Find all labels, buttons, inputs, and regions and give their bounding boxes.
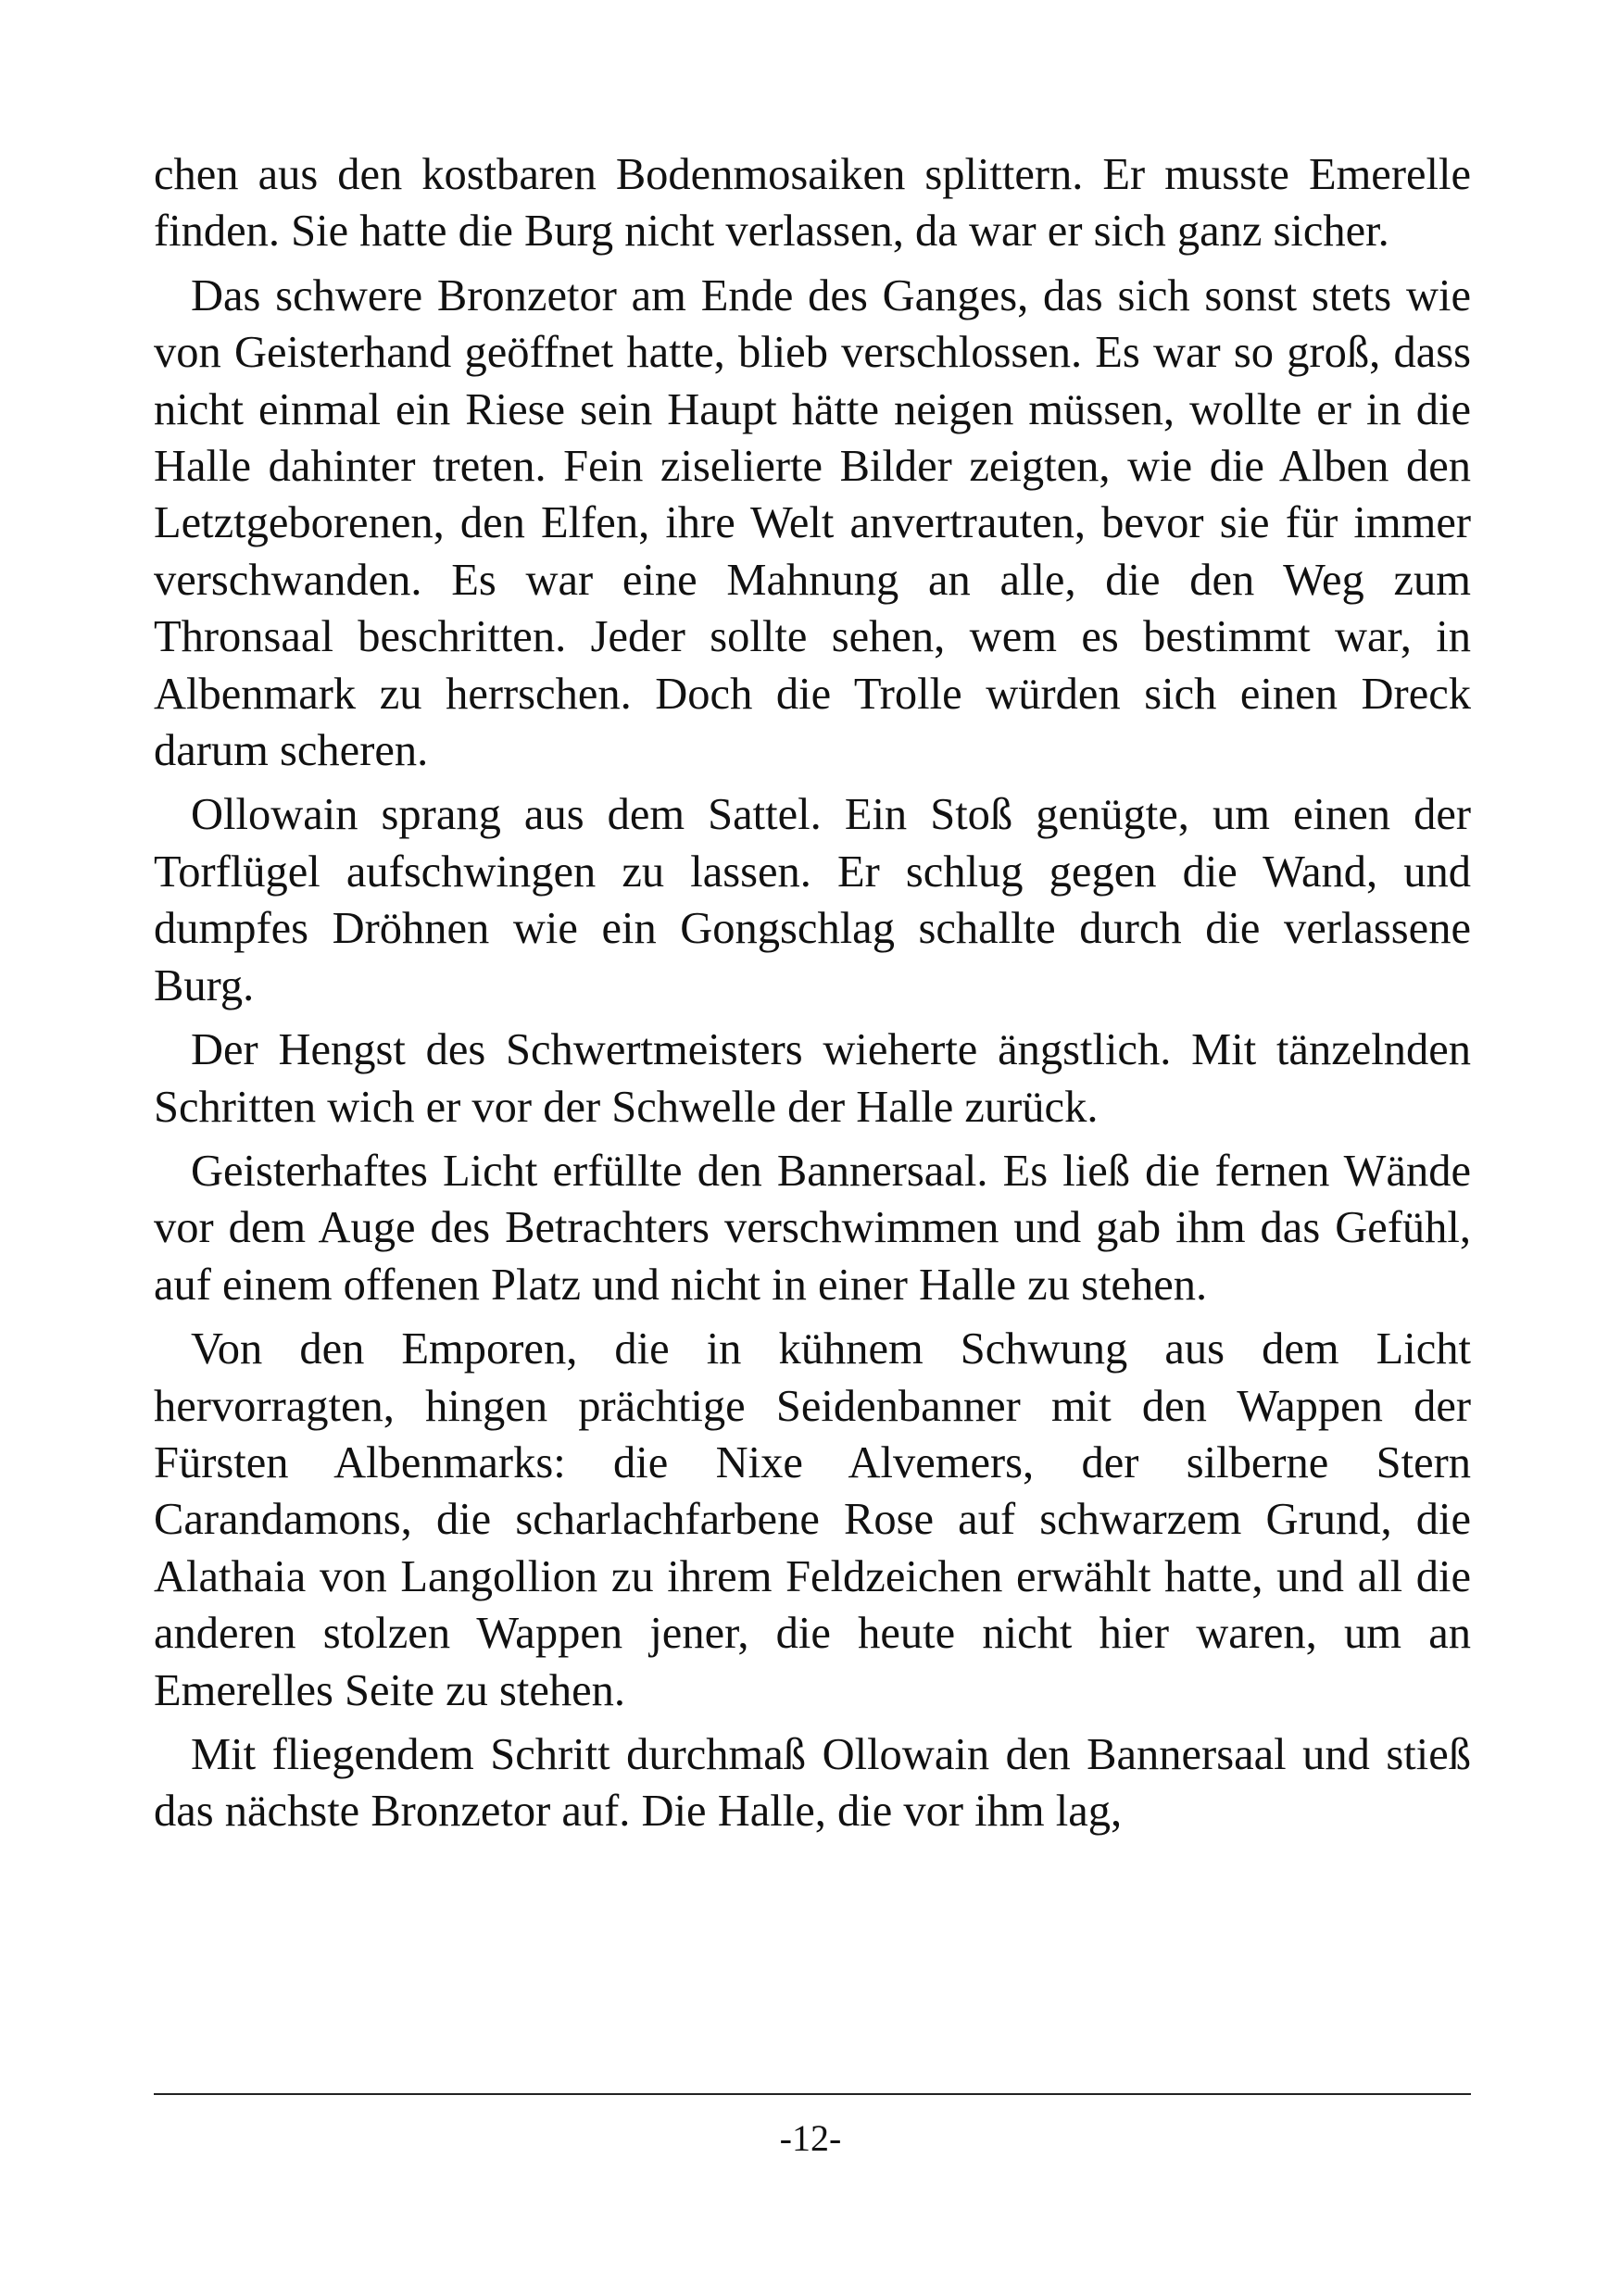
page-number: -12- <box>779 2117 842 2159</box>
paragraph-3: Ollowain sprang aus dem Sattel. Ein Stoß genügte, um einen der Torflügel aufschwingen zu lassen. Er schlug gegen die Wand, und dumpfes Dröhnen wie ein Gongschlag schallte durch die verlassene Burg. <box>154 790 1471 1010</box>
paragraph-5: Geisterhaftes Licht erfüllte den Bannersaal. Es ließ die fernen Wände vor dem Auge des Betrachters verschwimmen und gab ihm das Gefühl, auf einem offenen Platz und nicht in einer Halle zu stehen. <box>154 1146 1471 1310</box>
body-text <box>154 146 1471 1848</box>
paragraph-1: chen aus den kostbaren Bodenmosaiken splittern. Er musste Emerelle finden. Sie hatte die Burg nicht verlassen, da war er sich ganz sicher. <box>154 150 1471 257</box>
footer-rule <box>154 2093 1471 2095</box>
paragraph-6: Von den Emporen, die in kühnem Schwung aus dem Licht hervorragten, hingen prächtige Seidenbanner mit den Wappen der Fürsten Albenmarks: die Nixe Alvemers, der silberne Stern Carandamons, die scharlachfarbene Rose auf schwarzem Grund, die Alathaia von Langollion zu ihrem Feldzeichen erwählt hatte, und all die anderen stolzen Wappen jener, die heute nicht hier waren, um an Emerelles Seite zu stehen. <box>154 1324 1471 1715</box>
paragraph-2: Das schwere Bronzetor am Ende des Ganges, das sich sonst stets wie von Geisterhand geöffnet hatte, blieb verschlossen. Es war so groß, dass nicht einmal ein Riese sein Haupt hätte neigen müssen, wollte er in die Halle dahinter treten. Fein ziselierte Bilder zeigten, wie die Alben den Letztgeborenen, den Elfen, ihre Welt anvertrauten, bevor sie für immer verschwanden. Es war eine Mahnung an alle, die den Weg zum Thronsaal beschritten. Jeder sollte sehen, wem es bestimmt war, in Albenmark zu herrschen. Doch die Trolle würden sich einen Dreck darum scheren. <box>154 270 1471 776</box>
paragraph-4: Der Hengst des Schwertmeisters wieherte ängstlich. Mit tänzelnden Schritten wich er vor der Schwelle der Halle zurück. <box>154 1025 1471 1132</box>
paragraph-7: Mit fliegendem Schritt durchmaß Ollowain den Bannersaal und stieß das nächste Bronzetor auf. Die Halle, die vor ihm lag, <box>154 1729 1471 1837</box>
